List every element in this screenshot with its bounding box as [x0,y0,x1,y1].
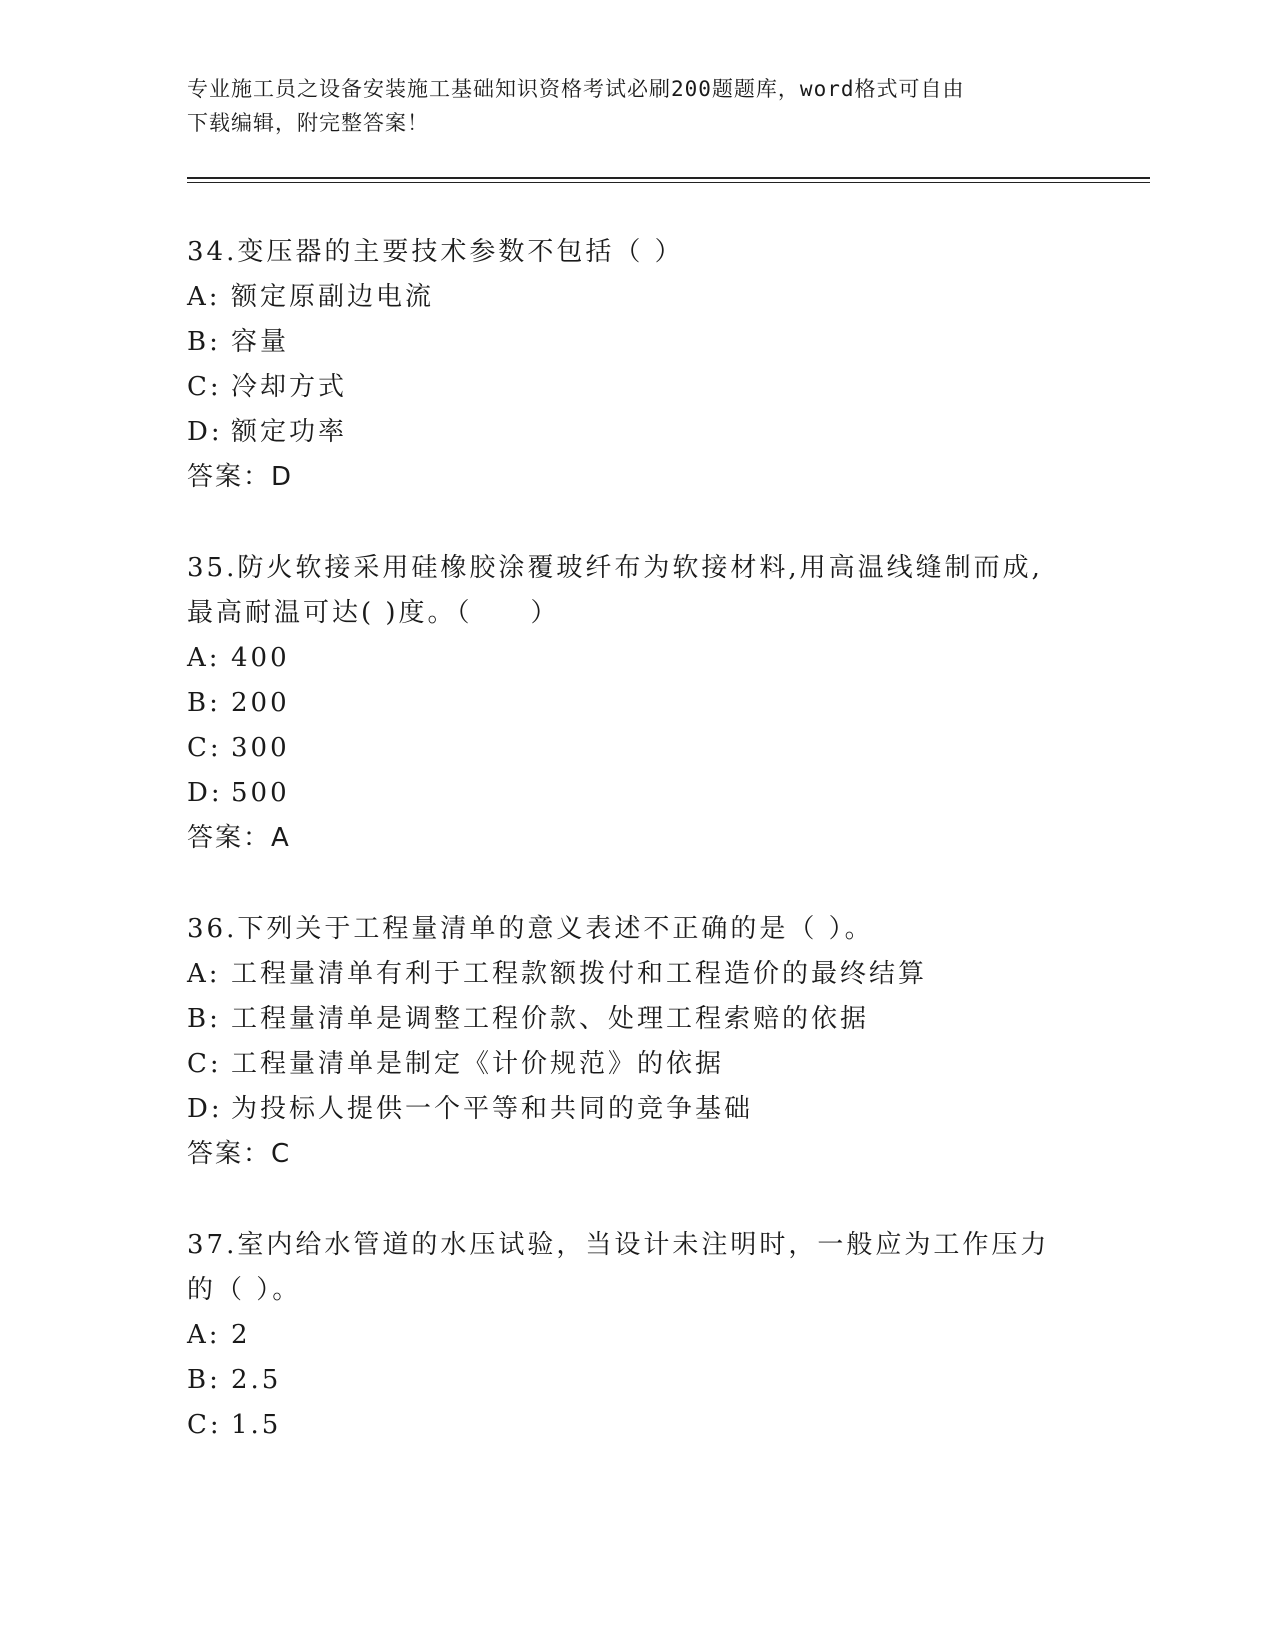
option-a [187,1313,1067,1358]
option-label: C: [187,1049,222,1079]
option-label: D: [187,1094,223,1124]
option-d [187,771,1067,816]
option-text: 容量 [231,327,290,357]
option-label: A: [187,1320,221,1350]
option-text: 工程量清单是制定《计价规范》的依据 [231,1049,725,1079]
option-label: C: [187,733,222,763]
option-text: 300 [231,733,290,763]
header-rule-thick [187,177,1150,179]
option-label: A: [187,643,221,673]
option-label: A: [187,282,221,312]
option-text: 2.5 [231,1365,282,1395]
option-d [187,1087,1067,1132]
option-text: 为投标人提供一个平等和共同的竞争基础 [231,1094,754,1124]
question-36 [187,907,1067,1177]
question-37 [187,1223,1067,1448]
option-text: 冷却方式 [231,372,348,402]
option-text: 工程量清单有利于工程款额拨付和工程造价的最终结算 [231,959,928,989]
option-text: 额定功率 [231,417,348,447]
question-34 [187,230,1067,500]
option-a [187,636,1067,681]
option-text: 1.5 [231,1410,282,1440]
option-c [187,1403,1067,1448]
option-a [187,952,1067,997]
question-text: 36.下列关于工程量清单的意义表述不正确的是（ ）。 [187,914,874,944]
question-list [187,230,1067,1494]
question-35 [187,546,1067,861]
option-c [187,365,1067,410]
option-label: C: [187,1410,222,1440]
option-label: D: [187,417,223,447]
option-text: 2 [231,1320,251,1350]
option-text: 工程量清单是调整工程价款、处理工程索赔的依据 [231,1004,870,1034]
option-text: 200 [231,688,290,718]
option-b [187,1358,1067,1403]
option-label: D: [187,778,223,808]
option-b [187,681,1067,726]
option-text: 500 [231,778,290,808]
option-label: B: [187,1004,221,1034]
header-rule-thin [187,182,1150,183]
option-b [187,320,1067,365]
header-line-1: 专业施工员之设备安装施工基础知识资格考试必刷200题题库，word格式可自由 [187,77,965,101]
document-header [187,72,1087,140]
question-text: 35.防火软接采用硅橡胶涂覆玻纤布为软接材料,用高温线缝制而成,最高耐温可达( )度。（ ） [187,553,1043,628]
option-label: C: [187,372,222,402]
option-a [187,275,1067,320]
option-label: A: [187,959,221,989]
option-text: 400 [231,643,290,673]
header-line-2: 下载编辑，附完整答案！ [187,111,429,135]
answer-line: 答案：D [187,462,294,492]
answer-line: 答案：A [187,823,291,853]
question-text: 37.室内给水管道的水压试验，当设计未注明时，一般应为工作压力的（ ）。 [187,1230,1050,1305]
option-b [187,997,1067,1042]
option-text: 额定原副边电流 [231,282,435,312]
option-label: B: [187,327,221,357]
option-c [187,1042,1067,1087]
option-d [187,410,1067,455]
option-label: B: [187,1365,221,1395]
option-c [187,726,1067,771]
question-text: 34.变压器的主要技术参数不包括（ ） [187,237,684,267]
option-label: B: [187,688,221,718]
answer-line: 答案：C [187,1139,292,1169]
